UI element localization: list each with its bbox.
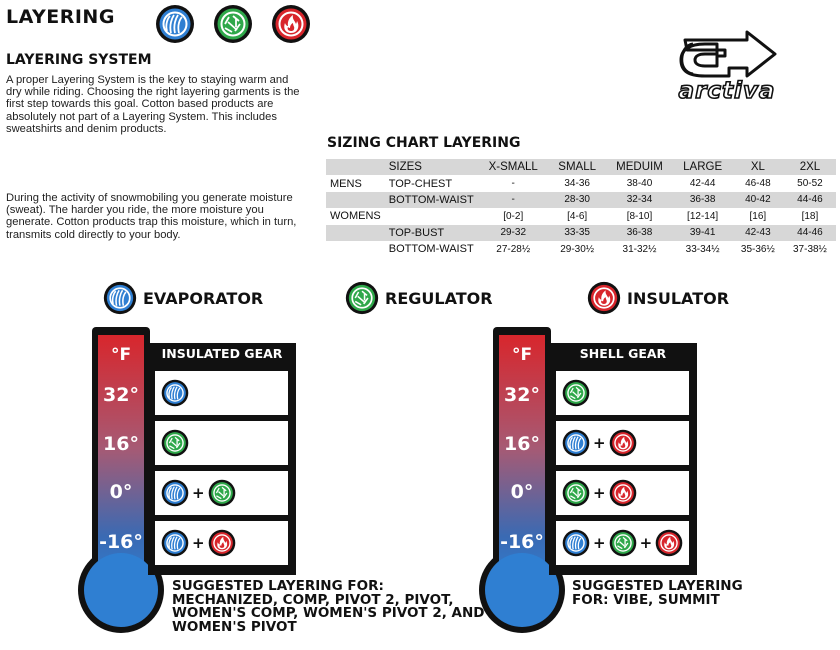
intro-paragraph-1: A proper Layering System is the key to staying warm and dry while riding. Choosing the right layering garments is the first step towards this goal. Cotton based products are absolutely not part of a Layering System. This includes sweatshirts and denim products. <box>6 74 300 135</box>
table-cell: 38-40 <box>626 178 653 190</box>
insulator-icon <box>271 4 311 44</box>
plus-sign: + <box>593 534 606 552</box>
table-row <box>326 225 836 241</box>
column-header: 2XL <box>784 159 836 175</box>
table-row <box>326 208 836 224</box>
table-cell: [16] <box>749 210 767 222</box>
table-cell: 28-30 <box>549 192 606 208</box>
table-cell: [0-2] <box>503 210 524 222</box>
table-cell: 31-32½ <box>622 243 657 255</box>
table-cell: BOTTOM-WAIST <box>385 192 478 208</box>
insulator-icon <box>609 429 637 457</box>
insulator-icon <box>208 529 236 557</box>
insulator-icon <box>655 529 683 557</box>
regulator-icon <box>345 281 379 315</box>
temp-label: 16° <box>103 433 139 455</box>
layer-row-0 <box>556 471 689 515</box>
intro-paragraph-2: During the activity of snowmobiling you generate moisture (sweat). The harder you ride, the more moisture you generate. Cotton products trap this moisture, which in turn, transmits cold directly to your body. <box>6 192 297 241</box>
table-cell: 40-42 <box>732 192 784 208</box>
table-cell <box>326 225 385 241</box>
thermometer-bulb-fill <box>84 553 158 627</box>
temp-label: 16° <box>504 433 540 455</box>
panel-heading: INSULATED GEAR <box>161 346 283 361</box>
suggested-layering-insulated <box>172 580 485 634</box>
table-cell: 37-38½ <box>792 243 827 255</box>
regulator-icon <box>213 4 253 44</box>
temp-label: 32° <box>103 384 139 406</box>
table-cell <box>326 192 385 208</box>
evaporator-icon <box>161 479 189 507</box>
insulator-label: INSULATOR <box>627 288 730 308</box>
table-cell <box>326 241 385 257</box>
evaporator-legend <box>103 281 263 315</box>
regulator-icon <box>208 479 236 507</box>
temp-label: -16° <box>99 531 143 553</box>
table-cell: 32-34 <box>606 192 674 208</box>
suggestion-line: MECHANIZED, COMP, PIVOT 2, PIVOT, <box>172 591 454 608</box>
table-cell: BOTTOM-WAIST <box>388 243 474 256</box>
insulator-icon <box>609 479 637 507</box>
layer-row-16 <box>556 421 689 465</box>
table-cell: 34-36 <box>564 178 590 190</box>
suggested-layering-shell <box>572 580 743 607</box>
column-header: SIZES <box>385 159 478 175</box>
evaporator-icon <box>103 281 137 315</box>
regulator-icon <box>562 479 590 507</box>
sizing-chart-title: SIZING CHART LAYERING <box>327 135 521 151</box>
table-cell: MENS <box>330 177 362 190</box>
table-row <box>326 241 836 257</box>
table-row <box>326 175 836 191</box>
plus-sign: + <box>593 484 606 502</box>
table-cell: TOP-CHEST <box>388 177 453 190</box>
table-cell: 39-41 <box>673 225 731 241</box>
layer-row-16 <box>155 421 288 465</box>
table-cell: 44-46 <box>784 192 836 208</box>
suggestion-line: SUGGESTED LAYERING FOR: <box>172 578 384 594</box>
header-icons <box>155 4 311 44</box>
layering-panel <box>148 343 296 575</box>
table-cell: - <box>511 178 515 190</box>
sizing-chart-table <box>326 159 836 257</box>
plus-sign: + <box>593 434 606 452</box>
suggestion-line: WOMEN'S PIVOT <box>172 618 297 635</box>
temp-label: 32° <box>504 384 540 406</box>
regulator-icon <box>161 429 189 457</box>
temp-label: -16° <box>500 531 544 553</box>
table-cell <box>385 208 478 224</box>
evaporator-icon <box>161 529 189 557</box>
column-header: SMALL <box>549 159 606 175</box>
table-cell: 27-28½ <box>496 243 531 255</box>
column-header: MEDUIM <box>606 159 674 175</box>
arctiva-logo <box>647 30 807 110</box>
table-cell: [4-6] <box>567 210 588 222</box>
table-cell: 44-46 <box>784 225 836 241</box>
column-header: X-SMALL <box>478 159 549 175</box>
table-cell: 36-38 <box>606 225 674 241</box>
table-cell: TOP-BUST <box>385 225 478 241</box>
table-cell: 42-44 <box>689 178 716 190</box>
regulator-label: REGULATOR <box>385 288 493 308</box>
table-cell: 29-32 <box>478 225 549 241</box>
table-cell: [12-14] <box>687 210 719 222</box>
layer-row-32 <box>155 371 288 415</box>
arctiva-logo-mark <box>647 30 807 105</box>
table-cell: - <box>478 192 549 208</box>
layering-panel <box>549 343 697 575</box>
temp-label: 0° <box>510 481 534 503</box>
table-cell: [18] <box>801 210 819 222</box>
table-cell: 35-36½ <box>740 243 775 255</box>
table-header-row <box>326 159 836 175</box>
layering-system-heading: LAYERING SYSTEM <box>6 52 152 68</box>
insulator-legend <box>587 281 729 315</box>
table-cell: 36-38 <box>673 192 731 208</box>
panel-heading: SHELL GEAR <box>579 346 667 361</box>
plus-sign: + <box>192 534 205 552</box>
arctiva-logo-text: arctiva <box>678 78 776 104</box>
evaporator-icon <box>155 4 195 44</box>
layer-row-32 <box>556 371 689 415</box>
layer-row-minus16 <box>155 521 288 565</box>
regulator-icon <box>562 379 590 407</box>
insulator-icon <box>587 281 621 315</box>
column-header <box>326 159 385 175</box>
regulator-legend <box>345 281 493 315</box>
table-cell: 42-43 <box>732 225 784 241</box>
evaporator-icon <box>161 379 189 407</box>
plus-sign: + <box>639 534 653 552</box>
regulator-icon <box>609 529 637 557</box>
page-title: LAYERING <box>6 6 115 28</box>
unit-label: °F <box>110 345 132 365</box>
layer-row-0 <box>155 471 288 515</box>
suggestion-line: SUGGESTED LAYERING <box>572 578 743 594</box>
evaporator-icon <box>562 429 590 457</box>
unit-label: °F <box>511 345 533 365</box>
suggestion-line: FOR: VIBE, SUMMIT <box>572 591 720 608</box>
temp-label: 0° <box>109 481 133 503</box>
thermometer-bulb-fill <box>485 553 559 627</box>
column-header: XL <box>732 159 784 175</box>
suggestion-line: WOMEN'S COMP, WOMEN'S PIVOT 2, AND <box>172 605 485 621</box>
layer-row-minus16 <box>556 521 689 565</box>
evaporator-icon <box>562 529 590 557</box>
table-cell: 33-35 <box>549 225 606 241</box>
table-cell: 46-48 <box>745 178 771 190</box>
table-cell: 29-30½ <box>560 243 595 255</box>
plus-sign: + <box>192 484 205 502</box>
table-cell: 50-52 <box>797 178 823 190</box>
table-cell: [8-10] <box>626 210 653 222</box>
table-cell: 33-34½ <box>685 243 720 255</box>
table-row <box>326 192 836 208</box>
evaporator-label: EVAPORATOR <box>143 288 264 308</box>
column-header: LARGE <box>673 159 731 175</box>
table-cell: WOMENS <box>330 210 381 223</box>
